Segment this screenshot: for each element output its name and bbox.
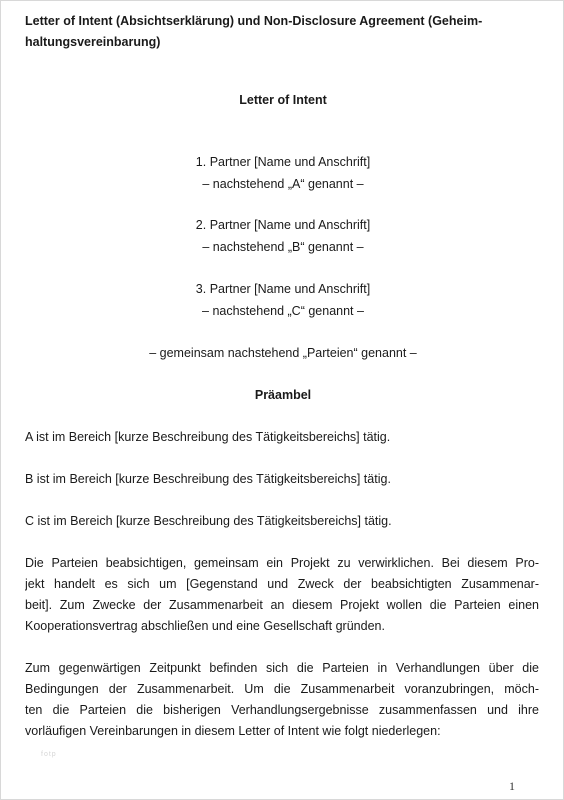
partner-2-name: 2. Partner [Name und Anschrift]	[195, 218, 371, 232]
paragraph-project-line: Kooperationsvertrag abschließen und eine Gesellschaft gründen.	[25, 619, 385, 633]
document-title	[25, 11, 525, 53]
partner-3-alias: – nachstehend „C“ genannt –	[202, 304, 364, 318]
page-number: 1	[509, 779, 515, 793]
statement-b: B ist im Bereich [kurze Beschreibung des Tätigkeitsbereichs] tätig.	[25, 472, 391, 486]
paragraph-project-line: Die Parteien beabsichtigen, gemeinsam ein Projekt zu verwirklichen. Bei diesem Pro-	[25, 556, 539, 570]
paragraph-negotiations	[25, 658, 539, 742]
paragraph-negotiations-line: ten die Parteien die bisherigen Verhandlungsergebnisse zusammenfassen und ihre	[25, 703, 539, 717]
paragraph-negotiations-line: Zum gegenwärtigen Zeitpunkt befinden sich die Parteien in Verhandlungen über die	[25, 661, 539, 675]
paragraph-negotiations-line: vorläufigen Vereinbarungen in diesem Letter of Intent wie folgt niederlegen:	[25, 724, 441, 738]
statement-a: A ist im Bereich [kurze Beschreibung des Tätigkeitsbereichs] tätig.	[25, 430, 391, 444]
paragraph-negotiations-line: Bedingungen der Zusammenarbeit. Um die Zusammenarbeit voranzubringen, möch-	[25, 682, 539, 696]
partner-3-name: 3. Partner [Name und Anschrift]	[195, 282, 371, 296]
document-title-line-2: haltungsvereinbarung)	[25, 35, 161, 49]
partner-1-name: 1. Partner [Name und Anschrift]	[195, 155, 371, 169]
parties-line: – gemeinsam nachstehend „Parteien“ genannt –	[149, 346, 417, 360]
letter-of-intent-heading: Letter of Intent	[239, 93, 327, 107]
document-title-line-1: Letter of Intent (Absichtserklärung) und Non-Disclosure Agreement (Geheim-	[25, 14, 483, 28]
partner-2-alias: – nachstehend „B“ genannt –	[202, 240, 364, 254]
paragraph-project-line: jekt handelt es sich um [Gegenstand und Zweck der beabsichtigten Zusammenar-	[25, 577, 539, 591]
paragraph-project	[25, 553, 539, 637]
preamble-heading: Präambel	[254, 388, 312, 402]
statement-c: C ist im Bereich [kurze Beschreibung des Tätigkeitsbereichs] tätig.	[25, 514, 392, 528]
partner-1-alias: – nachstehend „A“ genannt –	[202, 177, 364, 191]
paragraph-project-line: beit]. Zum Zwecke der Zusammenarbeit an diesem Projekt wollen die Parteien einen	[25, 598, 539, 612]
watermark-text: fotp	[41, 751, 57, 758]
